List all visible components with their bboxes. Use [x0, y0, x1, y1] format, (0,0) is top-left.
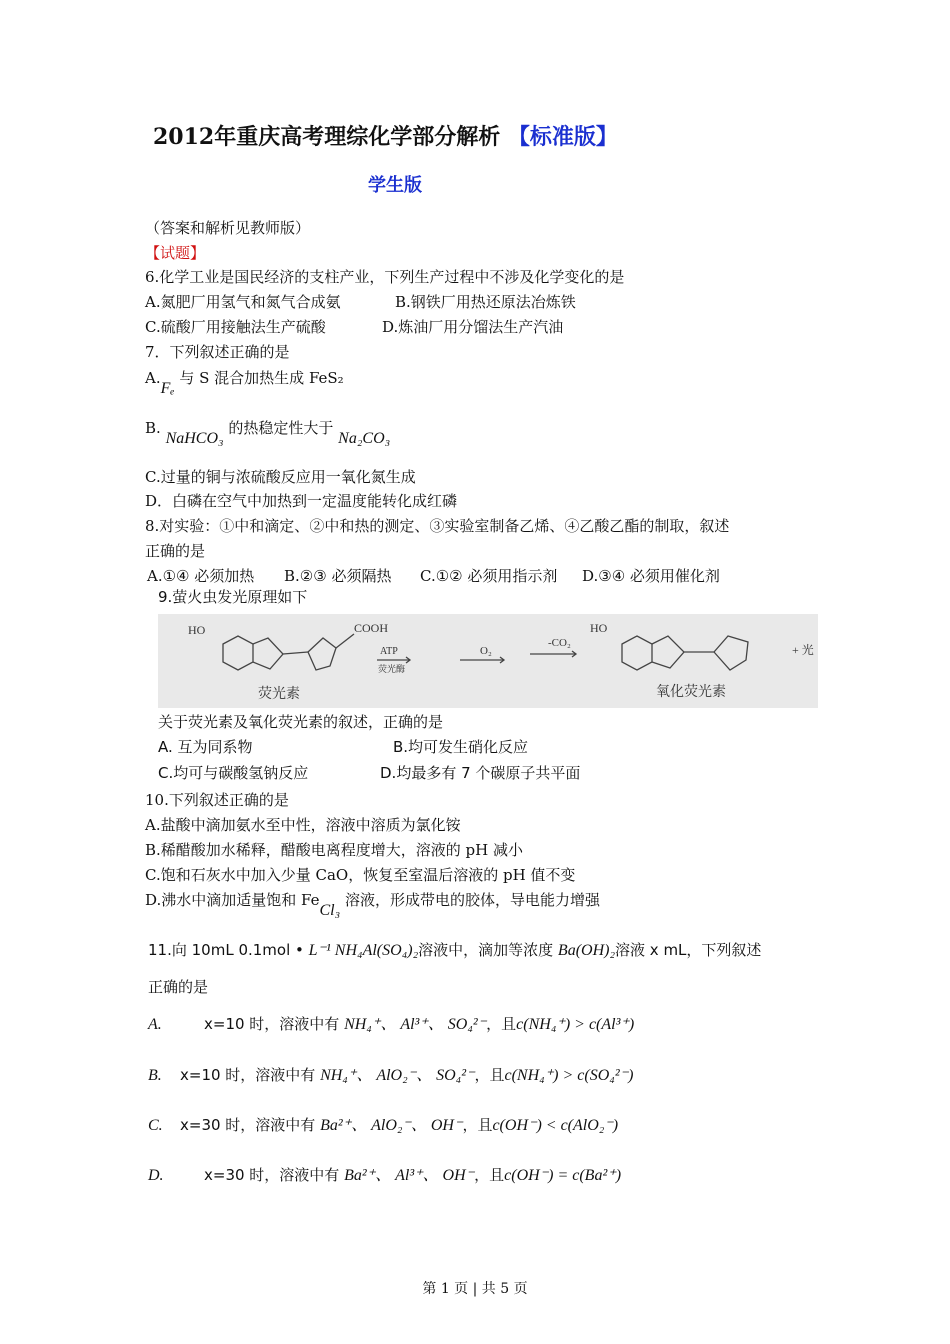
- q6-option-d: D.炼油厂用分馏法生产汽油: [382, 318, 564, 336]
- step1-label: ATP: [380, 646, 398, 657]
- ions: Ba²⁺、 AlO₂⁻、 OH⁻: [320, 1117, 463, 1134]
- edition-label: 【标准版】: [507, 124, 618, 150]
- page-title: [153, 120, 618, 151]
- q9-option-c: C.均可与碳酸氢钠反应: [158, 764, 309, 782]
- note: （答案和解析见教师版）: [145, 219, 311, 237]
- q10-stem: 10.下列叙述正确的是: [145, 791, 289, 809]
- text: 11.向 10mL 0.1mol •: [148, 941, 309, 959]
- label: B.: [145, 419, 161, 437]
- q8-option-c: C.①② 必须用指示剂: [420, 567, 558, 585]
- luciferin-name: 荧光素: [258, 687, 300, 702]
- q10-option-c: C.饱和石灰水中加入少量 CaO，恢复至室温后溶液的 pH 值不变: [145, 866, 576, 884]
- q7-stem: 7．下列叙述正确的是: [145, 343, 290, 361]
- q6-option-a: A.氮肥厂用氢气和氮气合成氨: [145, 293, 341, 311]
- section-label: 【试题】: [145, 244, 206, 262]
- luciferin-reaction-figure: [158, 614, 818, 708]
- q9-option-a: A. 互为同系物: [158, 738, 253, 756]
- page-footer: 第 1 页 | 共 5 页: [422, 1281, 528, 1297]
- ions: NH₄⁺、 Al³⁺、 SO₄²⁻: [344, 1016, 487, 1033]
- title-text: 2012年重庆高考理综化学部分解析: [153, 124, 501, 150]
- ho-label-2: HO: [590, 621, 608, 635]
- q11-stem-cont: 正确的是: [148, 978, 209, 996]
- q8-option-d: D.③④ 必须用催化剂: [582, 567, 720, 585]
- q6-stem: 6.化学工业是国民经济的支柱产业，下列生产过程中不涉及化学变化的是: [145, 268, 625, 286]
- q8-stem-cont: 正确的是: [145, 542, 206, 560]
- formula: NaHCO₃: [165, 430, 224, 447]
- q6-option-c: C.硫酸厂用接触法生产硫酸: [145, 318, 326, 336]
- text: 溶液，形成带电的胶体，导电能力增强: [344, 891, 600, 909]
- label: B.: [148, 1067, 162, 1084]
- co2-label: -CO₂: [548, 637, 571, 649]
- enzyme-label: 荧光酶: [378, 664, 406, 674]
- q10-option-a: A.盐酸中滴加氨水至中性，溶液中溶质为氯化铵: [145, 816, 461, 834]
- text: x=10 时，溶液中有: [180, 1066, 321, 1084]
- ho-label: HO: [188, 623, 206, 637]
- ions: Ba²⁺、 Al³⁺、 OH⁻: [344, 1167, 475, 1184]
- q7-option-d: D．白磷在空气中加热到一定温度能转化成红磷: [145, 492, 458, 510]
- relation: c(NH₄⁺) > c(Al³⁺): [516, 1016, 635, 1033]
- q8-option-a: A.①④ 必须加热: [147, 567, 255, 585]
- q7-option-b: [145, 418, 391, 447]
- relation: c(NH₄⁺) > c(SO₄²⁻): [504, 1067, 634, 1084]
- q11-option-b: [148, 1065, 633, 1086]
- text: D.沸水中滴加适量饱和 Fe: [145, 891, 320, 909]
- q11-option-a: [148, 1014, 634, 1035]
- subtitle: 学生版: [368, 175, 422, 196]
- reaction-diagram: [158, 614, 818, 708]
- text: x=30 时，溶液中有: [204, 1166, 345, 1184]
- q9-question: 关于荧光素及氧化荧光素的叙述，正确的是: [158, 713, 444, 731]
- q9-option-b: B.均可发生硝化反应: [393, 738, 529, 756]
- text: x=30 时，溶液中有: [180, 1116, 321, 1134]
- formula: Cl₃: [319, 902, 341, 919]
- ions: NH₄⁺、 AlO₂⁻、 SO₄²⁻: [320, 1067, 475, 1084]
- text: 的热稳定性大于: [228, 419, 334, 437]
- cooh-label: COOH: [354, 621, 389, 635]
- text: ，且: [474, 1166, 505, 1184]
- label: A.: [148, 1016, 162, 1033]
- q11-stem: [148, 940, 761, 961]
- q9-option-d: D.均最多有 7 个碳原子共平面: [380, 764, 581, 782]
- q7-option-a: [145, 368, 344, 397]
- relation: c(OH⁻) < c(AlO₂⁻): [492, 1117, 619, 1134]
- light-label: + 光: [792, 643, 814, 657]
- q10-option-b: B.稀醋酸加水稀释，醋酸电离程度增大，溶液的 pH 减小: [145, 841, 524, 859]
- q11-option-d: [148, 1165, 621, 1186]
- q7-option-c: C.过量的铜与浓硫酸反应用一氧化氮生成: [145, 468, 416, 486]
- q8-option-b: B.②③ 必须隔热: [284, 567, 392, 585]
- q11-option-c: [148, 1115, 618, 1136]
- text: 溶液 x mL，下列叙述: [615, 941, 762, 959]
- q6-option-b: B.钢铁厂用热还原法冶炼铁: [395, 293, 576, 311]
- formula: L⁻¹ NH₄Al(SO₄)₂: [308, 942, 419, 959]
- text: ，且: [462, 1116, 493, 1134]
- q9-stem: 9.萤火虫发光原理如下: [158, 588, 308, 606]
- label: C.: [148, 1117, 163, 1134]
- formula: Ba(OH)₂: [557, 942, 616, 959]
- relation: c(OH⁻) = c(Ba²⁺): [504, 1167, 622, 1184]
- text: ，且: [474, 1066, 505, 1084]
- text: x=10 时，溶液中有: [204, 1015, 345, 1033]
- formula: Na₂CO₃: [338, 430, 391, 447]
- label: D.: [148, 1167, 164, 1184]
- oxygen-label: O₂: [480, 645, 492, 657]
- text: ，且: [486, 1015, 517, 1033]
- oxyluciferin-name: 氧化荧光素: [656, 685, 726, 700]
- label: A.: [145, 369, 161, 387]
- text: 溶液中，滴加等浓度: [418, 941, 558, 959]
- text: 与 S 混合加热生成 FeS₂: [179, 369, 344, 387]
- formula: Fₑ: [160, 380, 175, 397]
- q8-stem: 8.对实验：①中和滴定、②中和热的测定、③实验室制备乙烯、④乙酸乙酯的制取，叙述: [145, 517, 730, 535]
- q10-option-d: [145, 890, 600, 919]
